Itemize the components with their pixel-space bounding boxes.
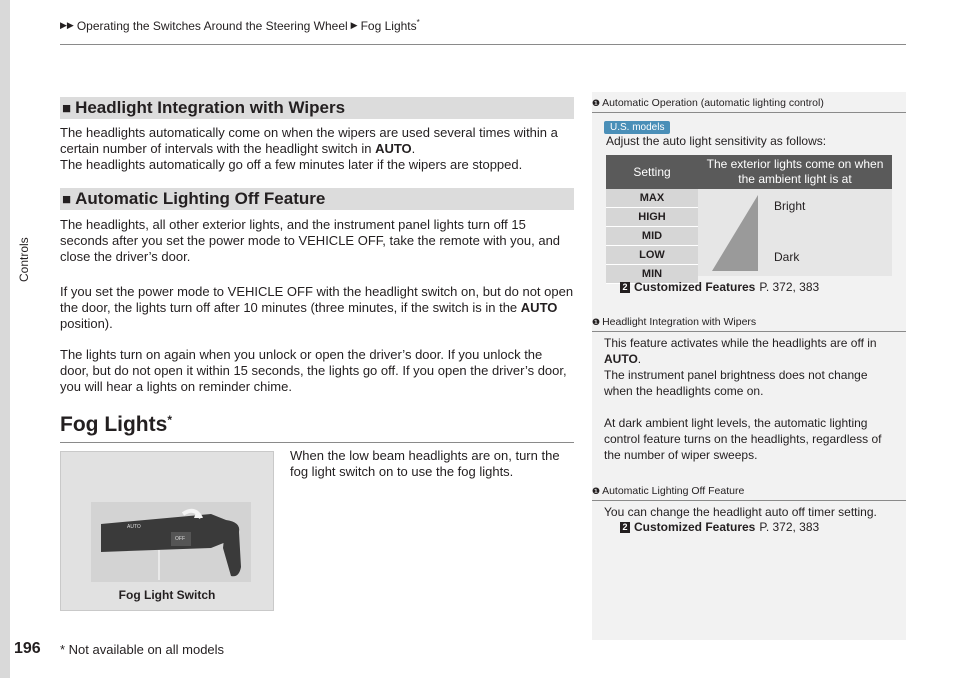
- dark-label: Dark: [774, 250, 800, 264]
- figure-caption: Fog Light Switch: [118, 588, 216, 602]
- note-marker-icon: ❶: [592, 316, 601, 327]
- side-tab: [0, 0, 10, 678]
- table-row: MID: [606, 227, 698, 246]
- note-divider: [592, 112, 906, 113]
- breadcrumb: [60, 18, 420, 33]
- brightness-wedge-icon: [708, 189, 768, 276]
- note-divider: [592, 500, 906, 501]
- section-title: Automatic Lighting Off Feature: [75, 189, 326, 208]
- footnote: * Not available on all models: [60, 642, 225, 657]
- page-number: 196: [14, 640, 41, 657]
- note-divider: [592, 331, 906, 332]
- note-title-auto-operation: ❶ Automatic Operation (automatic lighting control): [592, 97, 824, 109]
- table-row: HIGH: [606, 208, 698, 227]
- headlight-integration-text: The headlights automatically come on when the wipers are used several times within a certain number of intervals with the headlight switch in AUTO. The headlights automatically go off a few minutes later if the wipers are stopped.: [60, 125, 558, 172]
- switch-auto-label: AUTO: [127, 524, 141, 530]
- table-header-setting: Setting: [606, 155, 698, 189]
- note-marker-icon: ❶: [592, 485, 601, 496]
- table-row: LOW: [606, 246, 698, 265]
- auto-operation-intro: Adjust the auto light sensitivity as follows:: [606, 134, 827, 148]
- bright-label: Bright: [774, 199, 806, 213]
- table-row: MIN: [606, 265, 698, 284]
- square-bullet-icon: ■: [62, 190, 72, 208]
- switch-illustration: [91, 502, 251, 582]
- top-divider: [60, 44, 906, 45]
- auto-lighting-off-para-2: If you set the power mode to VEHICLE OFF with the headlight switch on, but do not open the door, the lights turn off after 10 minutes (three minutes, if the switch is in the AUTO position).: [60, 284, 574, 331]
- headlight-integration-note: This feature activates while the headlights are off in AUTO. The instrument panel brightness does not change when the headlights come on. At dark ambient light levels, the automatic lighting control feature turns on the headlights, regardless of the number of wiper sweeps.: [604, 336, 882, 462]
- fog-divider: [60, 442, 574, 443]
- breadcrumb-current[interactable]: Fog Lights*: [360, 18, 420, 33]
- combination-switch-icon: [91, 502, 251, 582]
- auto-lighting-off-para-1: The headlights, all other exterior lights, and the instrument panel lights turn off 15 seconds after you set the power mode to VEHICLE OFF, take the remote with you, and close the driver’s door.: [60, 217, 561, 264]
- table-header-description: The exterior lights come on when the ambient light is at: [698, 155, 892, 189]
- breadcrumb-parent[interactable]: Operating the Switches Around the Steering Wheel: [76, 18, 348, 33]
- section-header-auto-lighting-off: [60, 188, 574, 210]
- breadcrumb-arrow-icon: ▶: [350, 20, 358, 30]
- region-badge: U.S. models: [604, 117, 670, 135]
- square-bullet-icon: ■: [62, 99, 72, 117]
- auto-lighting-off-para-3: The lights turn on again when you unlock or open the driver’s door. If you unlock the door, but do not open it within 15 seconds, the lights go off. If you open the driver’s door, you will hear a lights on reminder chime.: [60, 347, 567, 394]
- fog-lights-title: Fog Lights*: [60, 413, 172, 436]
- note-title-auto-lighting-off: ❶ Automatic Lighting Off Feature: [592, 485, 745, 497]
- note-marker-icon: ❶: [592, 97, 601, 108]
- side-tab-label: Controls: [17, 237, 31, 283]
- xref-customized-features[interactable]: 2 Customized Features P. 372, 383: [620, 280, 819, 294]
- xref-customized-features[interactable]: 2 Customized Features P. 372, 383: [620, 520, 819, 534]
- section-header-headlight-integration: [60, 97, 574, 119]
- note-title-headlight-integration: ❶ Headlight Integration with Wipers: [592, 316, 757, 328]
- light-level-cell: [698, 189, 892, 276]
- fog-lights-text: When the low beam headlights are on, turn the fog light switch on to use the fog lights.: [290, 448, 560, 479]
- switch-off-label: OFF: [175, 536, 185, 542]
- section-title: Headlight Integration with Wipers: [75, 98, 346, 117]
- auto-lighting-off-note: You can change the headlight auto off timer setting.: [604, 505, 877, 519]
- fog-light-switch-figure: [60, 451, 274, 611]
- breadcrumb-arrow-icon: ▶▶: [60, 20, 74, 30]
- xref-icon: 2: [620, 282, 630, 293]
- table-row: MAX: [606, 189, 698, 208]
- xref-icon: 2: [620, 522, 630, 533]
